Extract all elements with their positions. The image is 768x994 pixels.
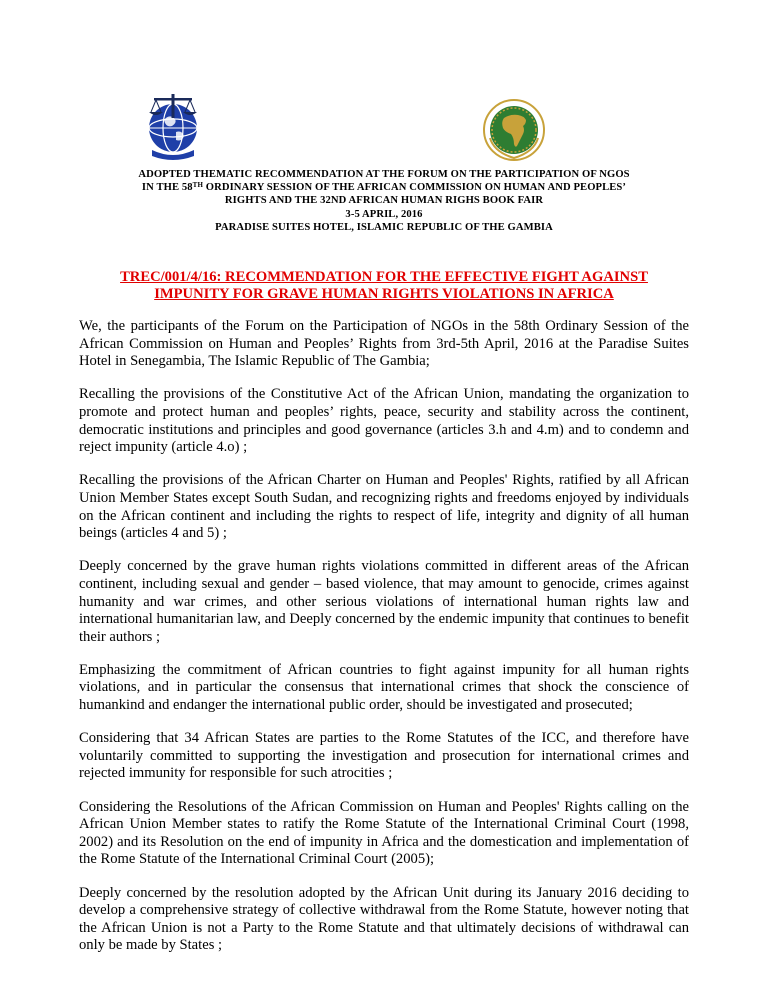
- african-union-emblem-icon: [482, 98, 546, 162]
- recommendation-title: [60, 269, 708, 304]
- header-line: ADOPTED THEMATIC RECOMMENDATION AT THE FORUM ON THE PARTICIPATION OF NGOS: [138, 169, 630, 180]
- body-paragraph: Emphasizing the commitment of African countries to fight against impunity for all human rights violations, and in particular the consensus that international crimes that shock the conscience of humankind and endanger the international public order, should be investigated and prosecuted;: [79, 661, 689, 714]
- body-paragraph: Recalling the provisions of the African Charter on Human and Peoples' Rights, ratified by all African Union Member States except South Sudan, and recognizing rights and freedoms enjoyed by individuals on the African continent and including the rights to respect of life, integrity and dignity of all human beings (articles 4 and 5) ;: [79, 472, 689, 542]
- header-superscript: TH: [192, 181, 203, 190]
- body-paragraph: Recalling the provisions of the Constitutive Act of the African Union, mandating the organization to promote and protect human and peoples’ rights, peace, security and stability across the continent, democratic institutions and principles and good governance (articles 3.h and 4.m) and to condemn and reject impunity (article 4.o) ;: [79, 386, 689, 456]
- logo-row: [0, 92, 768, 170]
- header-line: [60, 181, 708, 194]
- document-body: [79, 318, 689, 971]
- body-paragraph: We, the participants of the Forum on the Participation of NGOs in the 58th Ordinary Session of the African Commission on Human and Peoples’ Rights from 3rd-5th April, 2016 at the Paradise Suites Hotel in Senegambia, The Islamic Republic of The Gambia;: [79, 318, 689, 370]
- scales-of-justice-globe-emblem-icon: [142, 92, 204, 164]
- body-paragraph: Considering that 34 African States are parties to the Rome Statutes of the ICC, and therefore have voluntarily committed to supporting the investigation and prosecution for international crimes and rejected immunity for responsible for such atrocities ;: [79, 730, 689, 782]
- title-line: TREC/001/4/16: RECOMMENDATION FOR THE EFFECTIVE FIGHT AGAINST: [120, 269, 648, 285]
- header-line: 3-5 APRIL, 2016: [345, 208, 423, 220]
- title-line: IMPUNITY FOR GRAVE HUMAN RIGHTS VIOLATIONS IN AFRICA: [154, 286, 614, 303]
- header-line-part: IN THE 58: [141, 182, 193, 194]
- header-line: RIGHTS AND THE 32ND AFRICAN HUMAN RIGHS BOOK FAIR: [224, 195, 544, 207]
- header-line-part: ORDINARY SESSION OF THE AFRICAN COMMISSION ON HUMAN AND PEOPLES’: [203, 182, 627, 194]
- body-paragraph: Deeply concerned by the resolution adopted by the African Unit during its January 2016 deciding to develop a comprehensive strategy of collective withdrawal from the Rome Statute, however noting that the African Union is not a Party to the Rome Statute and that ultimately decisions of withdrawal can only be made by States ;: [79, 884, 689, 954]
- document-header: [60, 168, 708, 234]
- body-paragraph: Considering the Resolutions of the African Commission on Human and Peoples' Rights calling on the African Union Member states to ratify the Rome Statute of the International Criminal Court (1998, 2002) and its Resolution on the end of impunity in Africa and the domestication and implementation of the Rome Statute of the International Criminal Court (2005);: [79, 798, 689, 868]
- body-paragraph: Deeply concerned by the grave human rights violations committed in different areas of the African continent, including sexual and gender – based violence, that may amount to genocide, crimes against humanity and war crimes, and other serious violations of international human rights law and international humanitarian law, and Deeply concerned by the endemic impunity that continues to benefit their authors ;: [79, 558, 689, 645]
- header-line: PARADISE SUITES HOTEL, ISLAMIC REPUBLIC OF THE GAMBIA: [215, 221, 553, 233]
